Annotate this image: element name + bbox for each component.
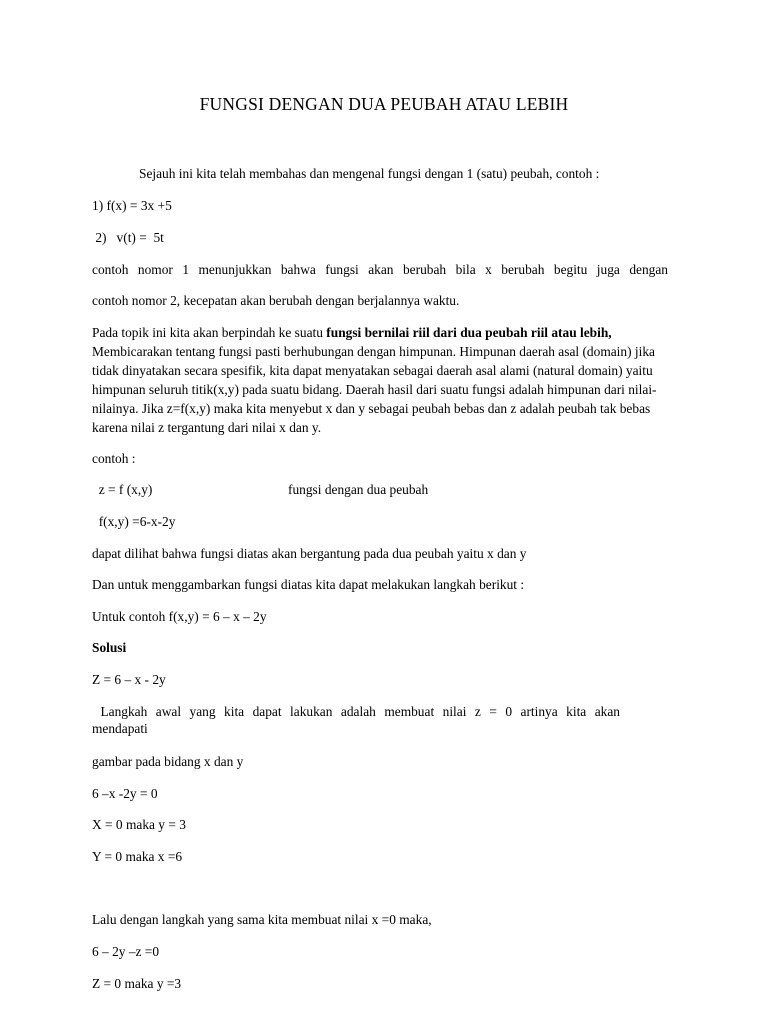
equation-1: 6 –x -2y = 0: [92, 786, 158, 801]
function-fxy: f(x,y) =6-x-2y: [92, 514, 176, 529]
z-equation: Z = 6 – x - 2y: [92, 672, 166, 687]
gambar-line: gambar pada bidang x dan y: [92, 754, 244, 769]
langkah-line-2: mendapati: [92, 721, 148, 736]
dan-line: Dan untuk menggambarkan fungsi diatas kita dapat melakukan langkah berikut :: [92, 577, 525, 592]
contoh-line-1: contoh nomor 1 menunjukkan bahwa fungsi akan berubah bila x berubah begitu juga dengan: [92, 262, 668, 277]
equation-2: X = 0 maka y = 3: [92, 817, 186, 832]
example-2: 2) v(t) = 5t: [92, 230, 164, 245]
langkah-line-1: Langkah awal yang kita dapat lakukan adalah membuat nilai z = 0 artinya kita akan: [92, 704, 620, 719]
contoh-line-2: contoh nomor 2, kecepatan akan berubah dengan berjalannya waktu.: [92, 293, 460, 308]
untuk-contoh-line: Untuk contoh f(x,y) = 6 – x – 2y: [92, 609, 267, 624]
page-title: FUNGSI DENGAN DUA PEUBAH ATAU LEBIH: [199, 94, 569, 114]
paragraph-topic-start: Pada topik ini kita akan berpindah ke suatu: [92, 325, 327, 340]
paragraph-topic-body: Membicarakan tentang fungsi pasti berhubungan dengan himpunan. Himpunan daerah asal (domain) jika tidak dinyatakan secara spesifik, kita dapat menyatakan sebagai daerah asal alami (natural domain) yaitu himpunan seluruh titik(x,y) pada suatu bidang. Daerah hasil dari suatu fungsi adalah himpunan dari nilai-nilainya. Jika z=f(x,y) maka kita menyebut x dan y sebagai peubah bebas dan z adalah peubah tak bebas karena nilai z tergantung dari nilai x dan y.: [92, 344, 657, 435]
equation-5: Z = 0 maka y =3: [92, 976, 182, 991]
function-z-description: fungsi dengan dua peubah: [288, 482, 429, 497]
contoh-label: contoh :: [92, 451, 136, 466]
equation-4: 6 – 2y –z =0: [92, 944, 160, 959]
lalu-line: Lalu dengan langkah yang sama kita membuat nilai x =0 maka,: [92, 912, 432, 927]
paragraph-topic: [92, 323, 670, 437]
intro-text: Sejauh ini kita telah membahas dan mengenal fungsi dengan 1 (satu) peubah, contoh :: [139, 166, 600, 181]
solusi-heading: Solusi: [92, 640, 127, 655]
function-z: z = f (x,y): [92, 482, 153, 497]
equation-3: Y = 0 maka x =6: [92, 849, 183, 864]
dilihat-line: dapat dilihat bahwa fungsi diatas akan bergantung pada dua peubah yaitu x dan y: [92, 546, 527, 561]
paragraph-topic-bold: fungsi bernilai riil dari dua peubah riil atau lebih,: [326, 325, 612, 340]
example-1: 1) f(x) = 3x +5: [92, 198, 172, 213]
